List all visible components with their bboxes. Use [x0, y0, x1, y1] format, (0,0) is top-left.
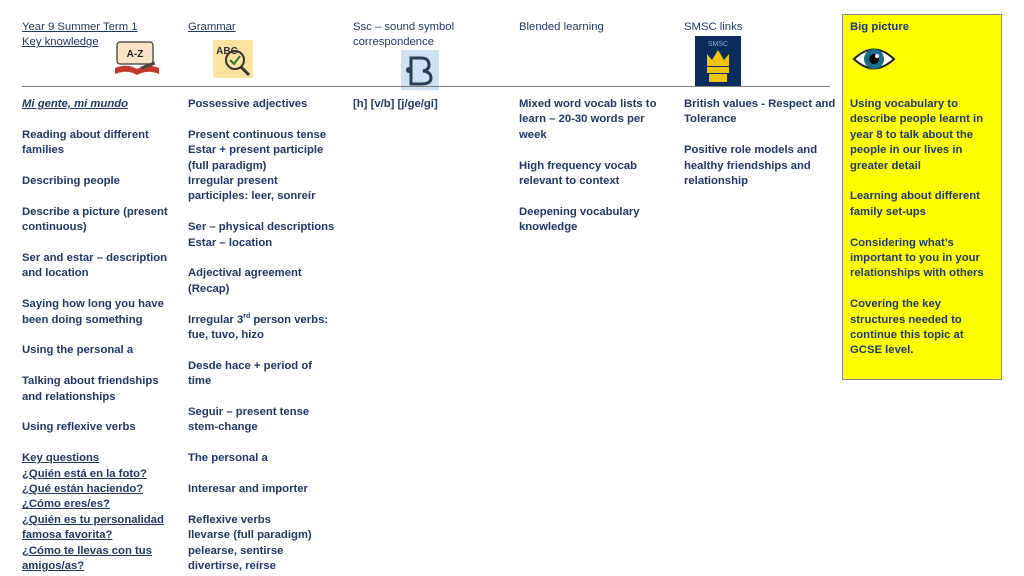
grammar-item: Interesar and importer — [188, 483, 308, 496]
ordinal-suffix: rd — [243, 312, 251, 320]
big-picture-item: Learning about different family set-ups — [850, 190, 980, 218]
page-title: Year 9 Summer Term 1 — [22, 21, 138, 33]
key-question: ¿Qué están haciendo? — [22, 483, 144, 496]
ssc-column — [353, 97, 503, 128]
smsc-column — [684, 97, 836, 205]
blended-item: Deepening vocabulary knowledge — [519, 205, 640, 234]
smsc-crown-icon — [695, 36, 741, 86]
grammar-item: Possessive adjectives — [188, 98, 308, 110]
smsc-heading: SMSC links — [684, 21, 743, 33]
ssc-sounds: [h] [v/b] [j/ge/gi] — [353, 98, 438, 110]
grammar-heading: Grammar — [188, 21, 236, 33]
big-picture-item: Considering what’s important to you in your relationships with others — [850, 236, 984, 280]
grammar-item — [188, 313, 338, 328]
key-question: ¿Cómo eres/es? — [22, 498, 110, 511]
abc-icon-text: ABC — [216, 46, 238, 57]
big-picture-header — [850, 20, 1000, 35]
knowledge-item: Talking about friendships and relationships — [22, 375, 159, 403]
knowledge-item: Using reflexive verbs — [22, 421, 136, 434]
grammar-item: Ser – physical descriptions — [188, 221, 335, 234]
knowledge-item: Reading about different families — [22, 128, 149, 157]
grammar-item: Estar + present participle (full paradigm) — [188, 144, 324, 172]
ssc-header — [353, 20, 503, 51]
big-picture-heading: Big picture — [850, 21, 909, 33]
a-z-dictionary-icon — [113, 38, 161, 78]
blended-heading: Blended learning — [519, 21, 604, 33]
grammar-column — [188, 97, 338, 574]
unit-title: Mi gente, mi mundo — [22, 98, 129, 110]
knowledge-item: Saying how long you have been doing something — [22, 298, 164, 326]
key-knowledge-column — [22, 97, 172, 574]
grammar-item: Irregular present participles: leer, sonreír — [188, 175, 316, 203]
grammar-item: Reflexive verbs — [188, 513, 271, 526]
grammar-item: Desde hace + period of time — [188, 359, 312, 388]
grammar-item: divertirse, reírse — [188, 560, 276, 573]
big-picture-column — [850, 97, 996, 374]
grammar-header — [188, 20, 338, 35]
key-question: ¿Quién es tu personalidad famosa favorita? — [22, 513, 164, 542]
knowledge-item: Using the personal a — [22, 344, 134, 357]
grammar-item: fue, tuvo, hizo — [188, 329, 264, 342]
blended-header — [519, 20, 669, 35]
grammar-item: Seguir – present tense stem-change — [188, 406, 310, 434]
header-divider — [22, 86, 830, 87]
smsc-item: British values - Respect and Tolerance — [684, 98, 836, 126]
knowledge-item: Describing people — [22, 175, 120, 187]
grammar-item: Estar – location — [188, 236, 273, 249]
key-questions-heading: Key questions — [22, 452, 100, 465]
ssc-heading-line1: Ssc – sound symbol — [353, 21, 455, 33]
blended-item: High frequency vocab relevant to context — [519, 159, 638, 188]
knowledge-item: Describe a picture (present continuous) — [22, 205, 168, 234]
phonics-letter-icon — [401, 50, 439, 90]
page-subtitle: Key knowledge — [22, 36, 99, 49]
grammar-item: Adjectival agreement (Recap) — [188, 267, 302, 295]
key-question: ¿Quién está en la foto? — [22, 467, 147, 480]
abc-magnifier-icon — [211, 38, 255, 80]
smsc-item: Positive role models and healthy friendships and relationship — [684, 144, 818, 188]
grammar-item: Present continuous tense — [188, 128, 327, 141]
grammar-item: The personal a — [188, 452, 268, 465]
eye-icon — [852, 42, 896, 76]
irregular-verbs-label: Irregular 3 — [188, 313, 244, 326]
smsc-header — [684, 20, 834, 35]
az-icon-text: A-Z — [126, 49, 144, 60]
key-question: ¿Cómo te llevas con tus amigos/as? — [22, 544, 152, 573]
smsc-icon-text: SMSC — [707, 41, 729, 48]
knowledge-item: Ser and estar – description and location — [22, 252, 168, 280]
irregular-verbs-label-end: person verbs: — [250, 313, 329, 326]
blended-item: Mixed word vocab lists to learn – 20-30 words per week — [519, 98, 657, 141]
big-picture-item: Using vocabulary to describe people learnt in year 8 to talk about the people in our lives in greater detail — [850, 98, 984, 172]
grammar-item: llevarse (full paradigm) — [188, 529, 312, 542]
ssc-heading-line2: correspondence — [353, 36, 435, 49]
big-picture-item: Covering the key structures needed to continue this topic at GCSE level. — [850, 298, 964, 357]
blended-column — [519, 97, 669, 251]
grammar-item: pelearse, sentirse — [188, 544, 284, 557]
